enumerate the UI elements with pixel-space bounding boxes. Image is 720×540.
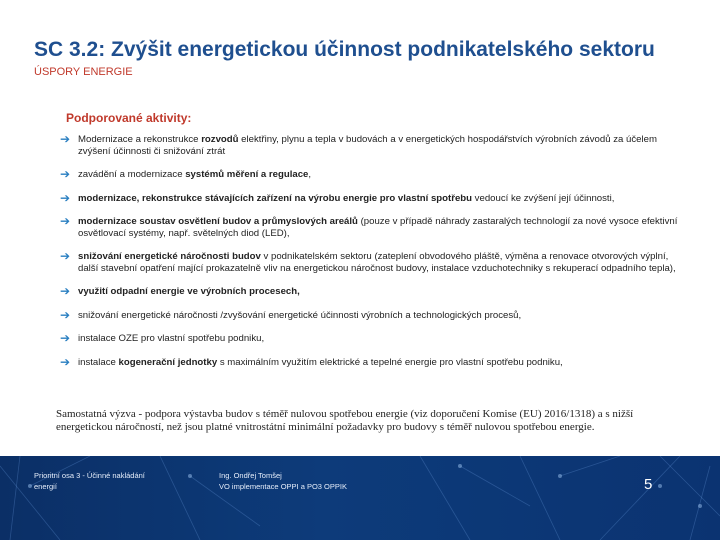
footer-left-line2: energií: [34, 482, 57, 491]
page-number: 5: [644, 476, 653, 493]
footer-mid-line1: Ing. Ondřej Tomšej: [219, 471, 282, 480]
arrow-right-icon: ➔: [60, 190, 71, 205]
arrow-right-icon: ➔: [60, 132, 71, 146]
text: v podnikatelském sektoru (zateplení obvodového pláště, výměna a renovace otvorových výplní, další stavební opatření mající prokazatelně vliv na energetickou náročnost budovy, instalace vzduchotechniky s rekuperací odpadního tepla),: [78, 251, 676, 274]
text: (pouze v případě náhrady zastaralých technologií za nové vysoce efektivní osvětlovací systémy, např. světelných diod (LED),: [78, 216, 678, 239]
bold-text: systémů měření a regulace: [185, 169, 309, 180]
bold-text: snižování energetické náročnosti budov: [78, 251, 261, 262]
closing-text: Samostatná výzva - podpora výstavba budov s téměř nulovou spotřebou energie (viz doporučení Komise (EU) 2016/1318) a s nižší energetickou náročností, než jsou platné vnitrostátní minimální požadavky pro budovy s téměř nulovou spotřebou energie.: [56, 408, 634, 433]
footer-priority-axis: [34, 470, 184, 492]
text: ,: [308, 169, 312, 180]
bold-text: kogenerační jednotky: [118, 356, 218, 368]
bold-text: využití odpadní energie ve výrobních procesech,: [78, 286, 300, 297]
bold-text: modernizace, rekonstrukce stávajících zařízení na výrobu energie pro vlastní spotřebu: [78, 192, 473, 204]
slide-title: SC 3.2: Zvýšit energetickou účinnost podnikatelského sektoru: [34, 38, 655, 61]
text: vedoucí ke zvýšení její účinnosti,: [472, 192, 615, 204]
arrow-right-icon: ➔: [60, 249, 71, 263]
text: Modernizace a rekonstrukce: [78, 134, 202, 145]
text: s maximálním využitím elektrické a tepelné energie pro vlastní spotřebu podniku,: [217, 356, 563, 368]
activity-list: [60, 134, 686, 380]
list-item: [60, 169, 686, 181]
footer-network-pattern: [0, 456, 720, 540]
arrow-right-icon: ➔: [60, 167, 71, 181]
footer: [0, 456, 720, 540]
arrow-right-icon: ➔: [60, 284, 71, 298]
arrow-right-icon: ➔: [60, 307, 71, 322]
list-item: [60, 216, 686, 239]
text: zavádění a modernizace: [78, 169, 186, 180]
arrow-right-icon: ➔: [60, 331, 71, 345]
list-item: [60, 286, 686, 298]
list-item: [60, 251, 686, 274]
list-item: [60, 307, 686, 322]
text: instalace OZE pro vlastní spotřebu podniku,: [78, 333, 265, 344]
arrow-right-icon: ➔: [60, 354, 71, 369]
list-item: [60, 190, 686, 205]
list-item: [60, 354, 686, 369]
text: snižování energetické náročnosti /zvyšování energetické účinnosti výrobních a technologických procesů,: [78, 309, 522, 321]
bold-text: rozvodů: [201, 134, 239, 145]
footer-author: [219, 470, 419, 492]
arrow-right-icon: ➔: [60, 214, 71, 228]
text: instalace: [78, 356, 119, 368]
text: elektřiny, plynu a tepla v budovách a v energetických hospodářstvích výrobních závodů za účelem zvýšení účinnosti či snižování ztrát: [78, 134, 657, 157]
section-heading: Podporované aktivity:: [66, 111, 192, 125]
list-item: [60, 134, 686, 157]
footer-left-line1: Prioritní osa 3 - Účinné nakládání: [34, 471, 145, 480]
slide-subtitle: ÚSPORY ENERGIE: [34, 66, 133, 78]
footer-mid-line2: VO implementace OPPI a PO3 OPPIK: [219, 482, 347, 491]
list-item: [60, 333, 686, 345]
bold-text: modernizace soustav osvětlení budov a průmyslových areálů: [78, 216, 358, 227]
